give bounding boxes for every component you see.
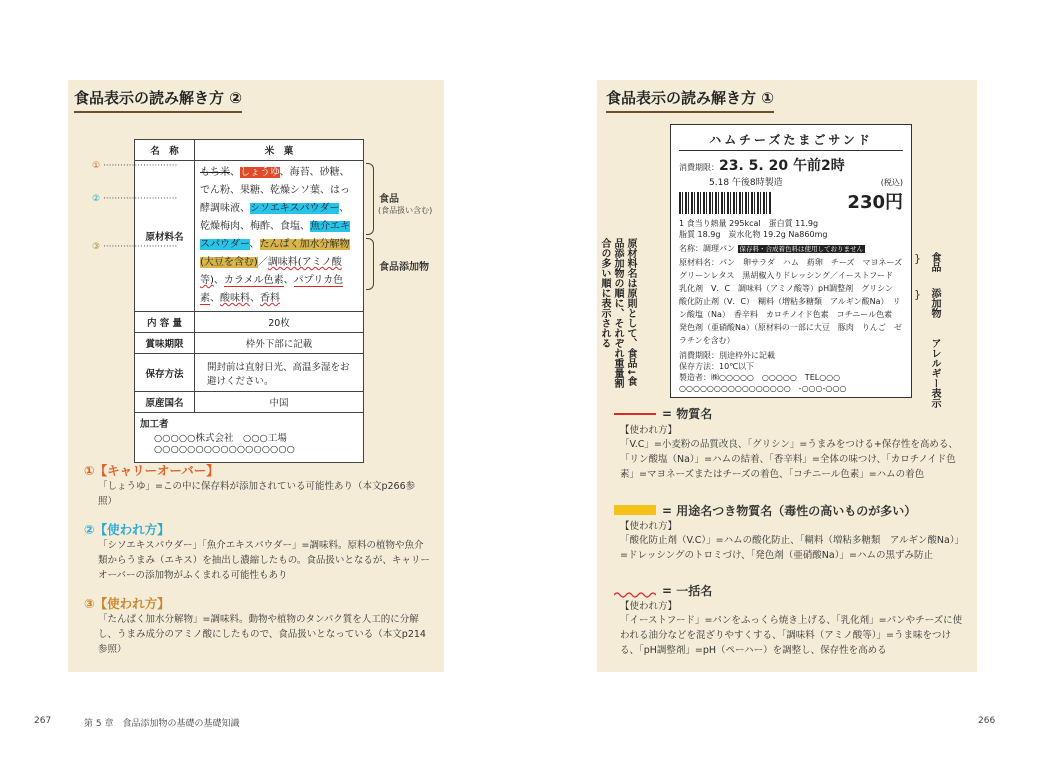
note-text-1: 「しょうゆ」=この中に保存料が添加されている可能性あり（本文p266参照） xyxy=(98,481,416,507)
address-line: ○○○○○○○○○○○○○○○○ -○○○-○○○ xyxy=(679,384,847,393)
legend-text-gold: 「酸化防止剤（V.C）」=ハムの酸化防止、「糊料（増粘多糖類 アルギン酸Na）」=ドレッシングのトロミづけ、「発色剤（亜硝酸Na）」=ハムの黒ずみ防止 xyxy=(620,535,965,561)
legend-text-red: 「V.C」=小麦粉の品質改良、「グリシン」=うまみをつける+保存性を高める、「リン酸塩（Na）」=ハムの結着、「香辛料」=全体の味つけ、「カロチノイド色素」=マヨネーズまたはチーズの着色、「コチニール色素」=ハムの着色 xyxy=(620,439,958,480)
expiry-label: 消費期限： xyxy=(679,163,719,172)
legend-label-red: = 物質名 xyxy=(662,407,713,421)
nutrition-line: 1 食当り熱量 295kcal 蛋白質 11.9g xyxy=(679,219,819,228)
ingredient-wavy: 酸味料 xyxy=(220,293,250,304)
legend-sub: 【使われ方】 xyxy=(620,521,678,532)
sandwich-label xyxy=(670,124,912,398)
price: 230円 xyxy=(847,192,903,213)
ingredient-wavy: 調味料(アミノ酸等) xyxy=(200,257,342,286)
legend-label-wavy: = 一括名 xyxy=(662,584,713,598)
ingredient-text: 、 xyxy=(283,275,294,286)
nutrition-line: 脂質 18.9g 炭水化物 19.2g Na860mg xyxy=(679,230,828,239)
brace-food-icon: } xyxy=(914,252,921,265)
legend-label-gold: = 用途名つき物質名（毒性の高いものが多い） xyxy=(662,504,917,518)
legend-sub: 【使われ方】 xyxy=(620,425,678,436)
ingredient-text: 、乾燥梅肉、梅酢、食塩、 xyxy=(200,203,350,232)
row-label: 賞味期限 xyxy=(135,333,195,354)
ingredient-text: 、 xyxy=(210,293,220,304)
storage-line: 消費期限：別途枠外に記載 xyxy=(679,351,775,360)
note-text-3: 「たんぱく加水分解物」=調味料。動物や植物のタンパク質を人工的に分解し、うまみ成分のアミノ酸にしたもので、食品扱いとなっている（本文p214参照） xyxy=(98,614,426,655)
made-time: 5.18 午後8時製造 xyxy=(709,178,783,188)
row-label: 保存方法 xyxy=(135,354,195,392)
ingredient-text: もち米 xyxy=(200,167,230,178)
brace-additive-icon: } xyxy=(914,288,921,301)
ingredients-value xyxy=(195,161,364,312)
additive-brace-label: 食品添加物 xyxy=(379,262,429,273)
vertical-note: 原材料名は原則として、食品↓食品添加物の順に、それぞれ重量割合の多い順に表示される xyxy=(599,238,636,388)
maker-line: ○○○○○株式会社 ○○○工場 xyxy=(154,433,287,444)
maker-cell xyxy=(135,413,364,463)
ingredient-underline: カラメル色素 xyxy=(223,275,284,286)
category: 名称：調理パン xyxy=(679,244,735,253)
row-label: 内 容 量 xyxy=(135,312,195,333)
ingredient-text: ／ xyxy=(257,257,268,268)
marker-1: ① ·························· xyxy=(92,161,178,171)
expiry-value: 23. 5. 20 午前2時 xyxy=(719,158,845,174)
marker-3: ③ ·························· xyxy=(92,242,178,252)
ingredient-highlight-blue: 魚介エキスパウダー xyxy=(200,221,350,250)
note-heading-1: ①【キャリーオーバー】 xyxy=(84,463,219,478)
ingredient-text: 、 xyxy=(250,293,260,304)
maker-line: 製造者：㈱○○○○○ ○○○○○ TEL○○○ xyxy=(679,373,841,382)
brace-food-label: 食品 xyxy=(929,252,940,272)
legend-sub: 【使われ方】 xyxy=(620,601,678,612)
red-line-icon xyxy=(614,413,656,415)
note-heading-2: ②【使われ方】 xyxy=(84,522,170,537)
left-section-title: 食品表示の読み解き方 ② xyxy=(74,87,242,113)
food-brace-note: (食品扱い含む) xyxy=(378,206,433,215)
brace-additive-label: 添加物 xyxy=(929,288,940,318)
barcode-icon xyxy=(679,192,771,214)
ingredient-highlight-blue: シソエキスパウダー xyxy=(250,203,340,214)
tax-note: (税込) xyxy=(880,178,903,187)
ingredient-wavy: 香料 xyxy=(260,293,280,304)
note-heading-3: ③【使われ方】 xyxy=(84,596,170,611)
wavy-line-icon xyxy=(614,584,656,592)
product-name: ハムチーズたまごサンド xyxy=(679,131,903,151)
storage-line: 保存方法：10℃以下 xyxy=(679,362,755,371)
ingredient-highlight-red: しょうゆ xyxy=(240,167,280,178)
food-brace-label: 食品 xyxy=(379,194,399,205)
row-value: 枠外下部に記載 xyxy=(195,333,364,354)
gold-bar-icon xyxy=(614,505,656,515)
ingredient-underline: パプリカ色素 xyxy=(200,275,344,304)
right-section-title: 食品表示の読み解き方 ① xyxy=(606,87,774,113)
ingredients-label: 原材料名 xyxy=(135,161,195,312)
name-header: 名 称 xyxy=(135,140,195,161)
food-label-table xyxy=(134,139,364,463)
marker-2: ② ·························· xyxy=(92,194,178,204)
maker-label: 加工者 xyxy=(140,419,169,430)
ingredient-text: 、 xyxy=(213,275,224,286)
legend-text-wavy: 「イーストフード」=パンをふっくら焼き上げる、「乳化剤」=パンやチーズに使われる油分などを混ざりやすくする、「調味料（アミノ酸等）」=うま味をつける、「pH調整剤」=pH（ペーハー）を調整し、保存性を高める xyxy=(620,615,963,656)
name-value: 米 菓 xyxy=(195,140,364,161)
row-value: 中国 xyxy=(195,392,364,413)
allergy-label: アレルギー表示 xyxy=(929,338,940,408)
ingredient-text: 、 xyxy=(249,239,260,250)
maker-line: ○○○○○○○○○○○○○○○○○ xyxy=(154,444,295,455)
row-label: 原産国名 xyxy=(135,392,195,413)
ingredient-highlight-gold: たんぱく加水分解物(大豆を含む) xyxy=(200,239,350,268)
row-value: 開封前は直射日光、高温多湿をお避けください。 xyxy=(195,354,364,392)
additive-brace xyxy=(366,238,374,290)
card-ingredients: 原材料名：パン 卵サラダ ハム 葯卵 チーズ マヨネーズ グリーンレタス 黒胡椒入りドレッシング／イーストフード 乳化剤 V．C 調味料（アミノ酸等）pH調整剤 グリシン 酸化防止剤（V．C） 糊料（増粘多糖類 アルギン酸Na） リン酸塩（Na） 香辛料 カロチノイド色素 コチニール色素 発色剤（亜硝酸Na）（原材料の一部に大豆 豚肉 りんご ゼラチンを含む） xyxy=(679,258,911,345)
ingredient-text: 、海苔、砂糖、でん粉、果糖、乾燥シソ葉、はっ酵調味液、 xyxy=(200,167,350,214)
note-text-2: 「シソエキスパウダー」「魚介エキスパウダー」=調味料。原料の植物や魚介類からうまみ（エキス）を抽出し濃縮したもの。食品扱いとなるが、キャリーオーバーの添加物がふくまれる可能性もあり xyxy=(98,540,430,581)
chapter-title: 第 5 章 食品添加物の基礎の基礎知識 xyxy=(84,719,240,729)
ingredient-text: 、 xyxy=(230,167,240,178)
food-brace xyxy=(366,163,374,235)
page-number-right: 266 xyxy=(978,716,996,726)
notice-badge: 保存料・合成着色料は使用しておりません xyxy=(739,245,864,253)
page-number-left: 267 xyxy=(34,716,52,726)
row-value: 20枚 xyxy=(195,312,364,333)
